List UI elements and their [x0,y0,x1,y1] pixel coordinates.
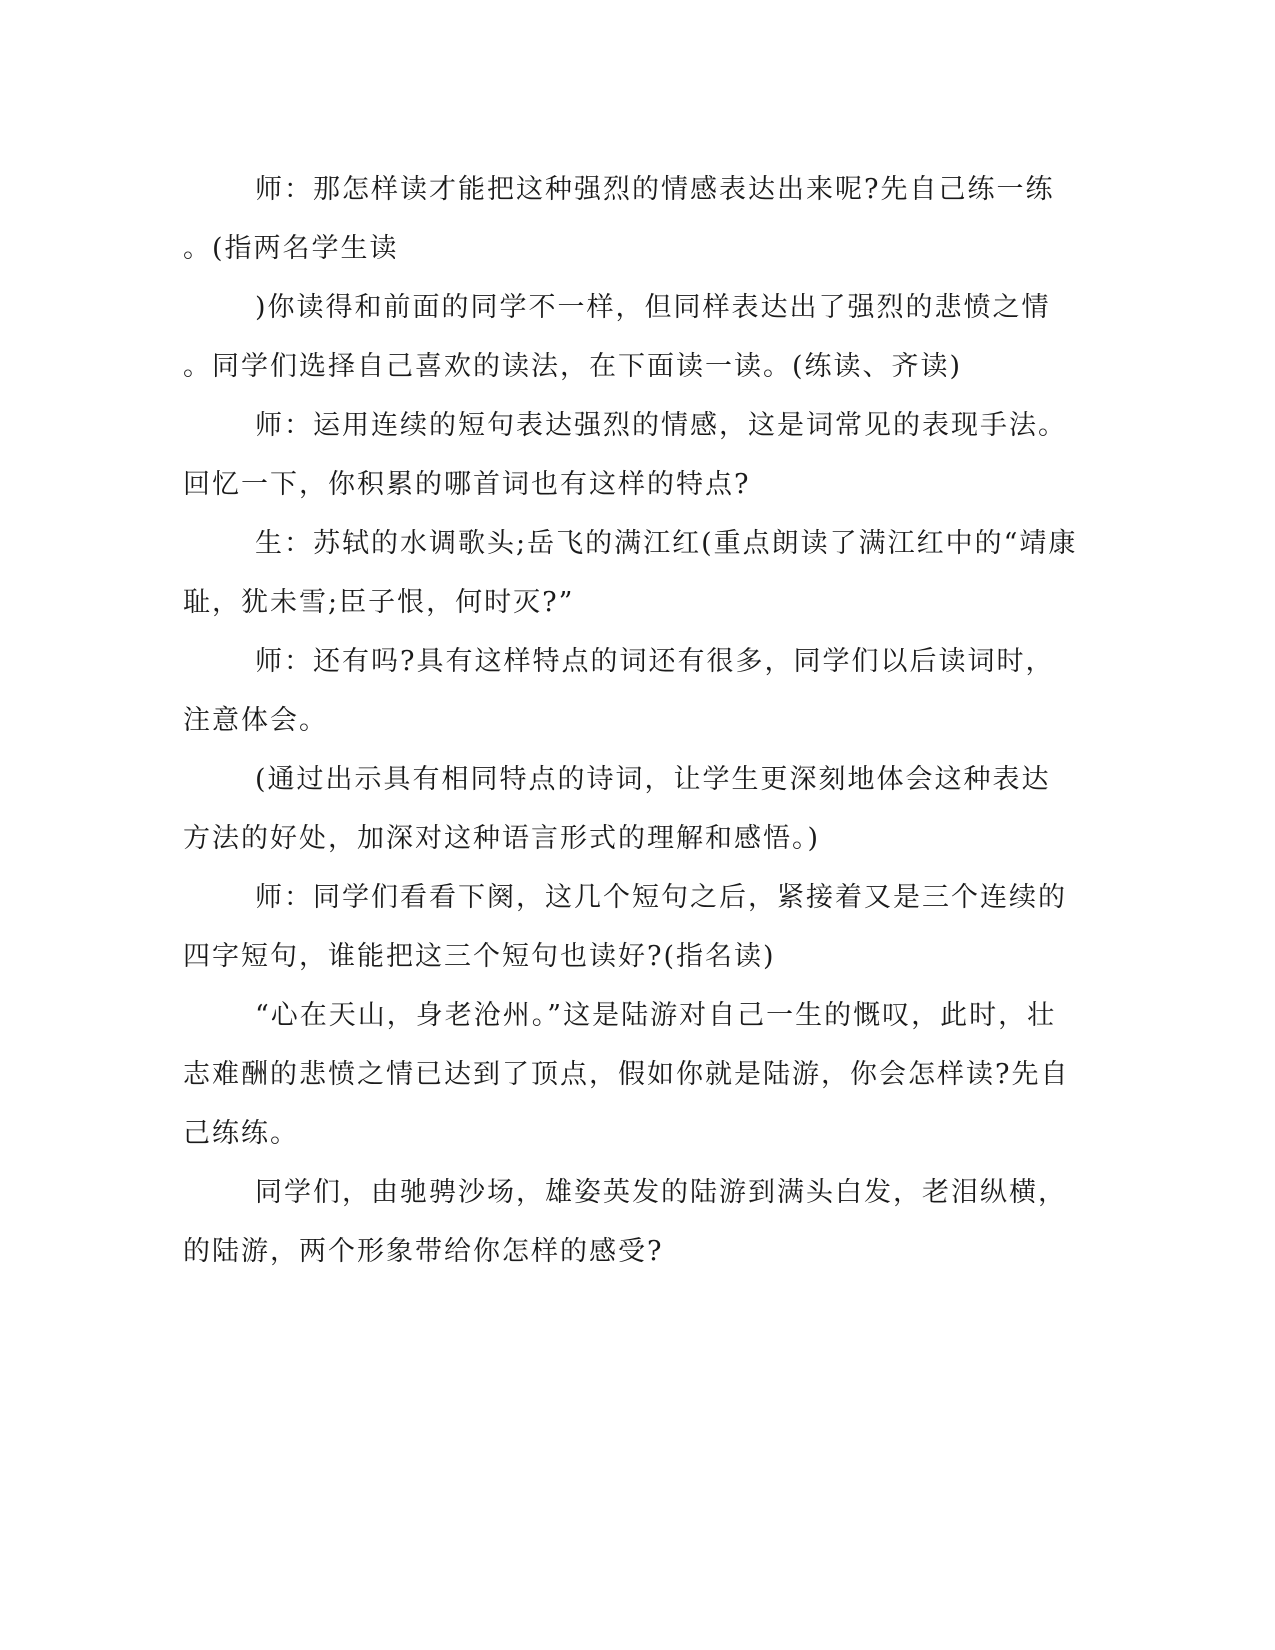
text-line: 回忆一下，你积累的哪首词也有这样的特点? [183,469,751,500]
text-line: 师：同学们看看下阕，这几个短句之后，紧接着又是三个连续的 [255,882,1067,913]
text-line: 四字短句，谁能把这三个短句也读好?(指名读) [183,941,776,972]
text-line: 师：运用连续的短句表达强烈的情感，这是词常见的表现手法。 [255,410,1067,441]
document-body [183,160,1078,1281]
text-line: 生：苏轼的水调歌头;岳飞的满江红(重点朗读了满江红中的“靖康 [255,528,1078,559]
text-line: 耻，犹未雪;臣子恨，何时灭?” [183,587,575,618]
text-line: 。(指两名学生读 [183,233,399,264]
text-line: )你读得和前面的同学不一样，但同样表达出了强烈的悲愤之情 [255,292,1051,323]
text-line: 方法的好处，加深对这种语言形式的理解和感悟。) [183,823,821,854]
text-line: 同学们，由驰骋沙场，雄姿英发的陆游到满头白发，老泪纵横， [255,1177,1067,1208]
text-line: (通过出示具有相同特点的诗词，让学生更深刻地体会这种表达 [255,764,1051,795]
text-line: 志难酬的悲愤之情已达到了顶点，假如你就是陆游，你会怎样读?先自 [183,1059,1070,1090]
text-line: “心在天山，身老沧州。”这是陆游对自己一生的慨叹，此时，壮 [255,1000,1057,1031]
text-line: 师：那怎样读才能把这种强烈的情感表达出来呢?先自己练一练 [255,174,1055,205]
text-line: 己练练。 [183,1118,299,1149]
text-line: 的陆游，两个形象带给你怎样的感受? [183,1236,664,1267]
text-line: 师：还有吗?具有这样特点的词还有很多，同学们以后读词时， [255,646,1055,677]
text-line: 注意体会。 [183,705,328,736]
text-line: 。同学们选择自己喜欢的读法，在下面读一读。(练读、齐读) [183,351,963,382]
